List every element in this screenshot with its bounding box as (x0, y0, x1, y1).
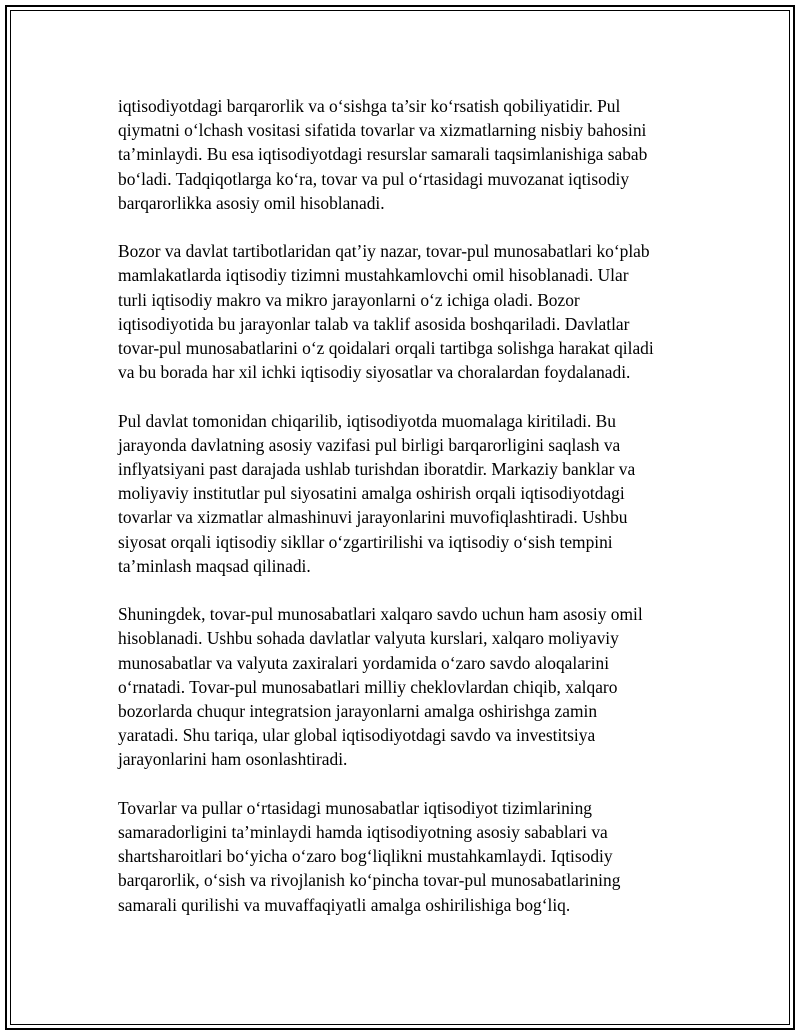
paragraph-4: Shuningdek, tovar-pul munosabatlari xalqaro savdo uchun ham asosiy omil hisoblanadi. Ushbu sohada davlatlar valyuta kurslari, xalqaro moliyaviy munosabatlar va valyuta zaxiralari yordamida o‘zaro savdo aloqalarini o‘rnatadi. Tovar-pul munosabatlari milliy cheklovlardan chiqib, xalqaro bozorlarda chuqur integratsion jarayonlarni amalga oshirishga zamin yaratadi. Shu tariqa, ular global iqtisodiyotdagi savdo va investitsiya jarayonlarini ham osonlashtiradi. (118, 604, 643, 770)
paragraph-1: iqtisodiyotdagi barqarorlik va o‘sishga ta’sir ko‘rsatish qobiliyatidir. Pul qiymatni o‘lchash vositasi sifatida tovarlar va xizmatlarning nisbiy bahosini ta’minlaydi. Bu esa iqtisodiyotdagi resurslar samarali taqsimlanishiga sabab bo‘ladi. Tadqiqotlarga ko‘ra, tovar va pul o‘rtasidagi muvozanat iqtisodiy barqarorlikka asosiy omil hisoblanadi. (118, 96, 648, 213)
paragraph-3: Pul davlat tomonidan chiqarilib, iqtisodiyotda muomalaga kiritiladi. Bu jarayonda davlatning asosiy vazifasi pul birligi barqarorligini saqlash va inflyatsiyani past darajada ushlab turishdan iboratdir. Markaziy banklar va moliyaviy institutlar pul siyosatini amalga oshirish orqali iqtisodiyotdagi tovarlar va xizmatlar almashinuvi jarayonlarini muvofiqlashtiradi. Ushbu siyosat orqali iqtisodiy sikllar o‘zgartirilishi va iqtisodiy o‘sish tempini ta’minlash maqsad qilinadi. (118, 410, 636, 576)
paragraph-5: Tovarlar va pullar o‘rtasidagi munosabatlar iqtisodiyot tizimlarining samaradorligini ta’minlaydi hamda iqtisodiyotning asosiy sabablari va shartsharoitlari bo‘yicha o‘zaro bog‘liqlikni mustahkamlaydi. Iqtisodiy barqarorlik, o‘sish va rivojlanish ko‘pincha tovar-pul munosabatlarining samarali qurilishi va muvaffaqiyatli amalga oshirilishiga bog‘liq. (118, 797, 621, 915)
paragraph-2: Bozor va davlat tartibotlaridan qat’iy nazar, tovar-pul munosabatlari ko‘plab mamlakatlarda iqtisodiy tizimni mustahkamlovchi omil hisoblanadi. Ular turli iqtisodiy makro va mikro jarayonlarni o‘z ichiga oladi. Bozor iqtisodiyotida bu jarayonlar talab va taklif asosida boshqariladi. Davlatlar tovar-pul munosabatlarini o‘z qoidalari orqali tartibga solishga harakat qiladi va bu borada har xil ichki iqtisodiy siyosatlar va choralardan foydalanadi. (118, 241, 654, 383)
document-body (118, 94, 698, 941)
